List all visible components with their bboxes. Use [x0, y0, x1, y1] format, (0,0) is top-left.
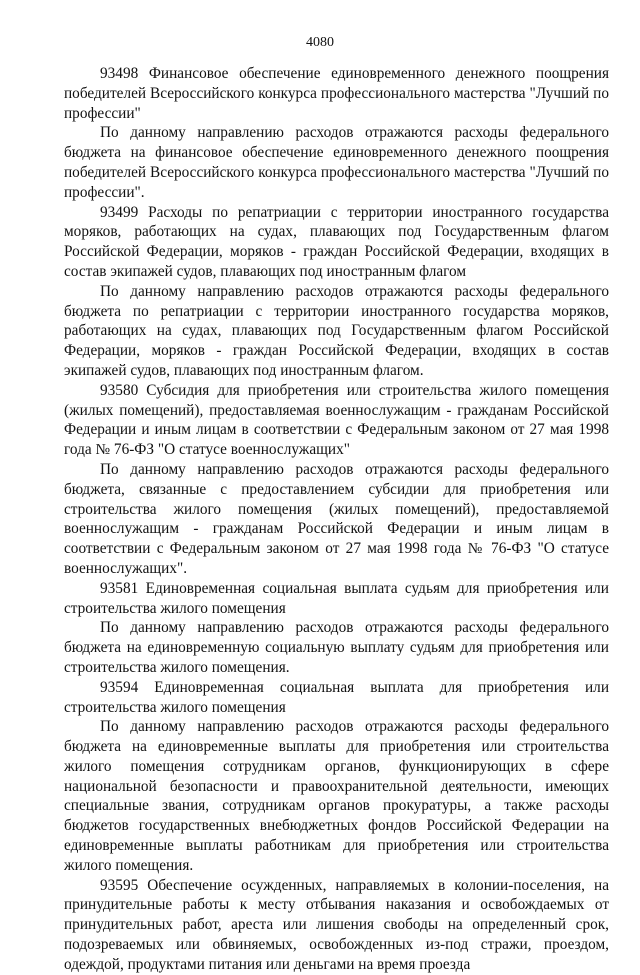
paragraph-93499-description: По данному направлению расходов отражаются расходы федерального бюджета по репатриации с территории иностранного государства моряков, работающих на судах, плавающих под Государственным флагом Российской Федерации, моряков - граждан Российской Федерации, входящих в состав экипажей судов, плавающих под иностранным флагом. [64, 282, 609, 379]
document-body [64, 64, 609, 975]
heading-93580: 93580 Субсидия для приобретения или строительства жилого помещения (жилых помещений), предоставляемая военнослужащим - гражданам Российской Федерации и иным лицам в соответствии с Федеральным законом от 27 мая 1998 года № 76-ФЗ "О статусе военнослужащих" [64, 381, 609, 459]
heading-93595: 93595 Обеспечение осужденных, направляемых в колонии-поселения, на принудительные работы к месту отбывания наказания и освобождаемых от принудительных работ, ареста или лишения свободы на определенный срок, подозреваемых или обвиняемых, освобожденных из-под стражи, проездом, одеждой, продуктами питания или деньгами на время проезда [64, 876, 609, 973]
paragraph-93580-description: По данному направлению расходов отражаются расходы федерального бюджета, связанные с предоставлением субсидии для приобретения или строительства жилого помещения (жилых помещений), предоставляемой военнослужащим - гражданам Российской Федерации и иным лицам в соответствии с Федеральным законом от 27 мая 1998 года № 76-ФЗ "О статусе военнослужащих". [64, 460, 609, 577]
heading-93581: 93581 Единовременная социальная выплата судьям для приобретения или строительства жилого помещения [64, 579, 609, 617]
paragraph-93498-description: По данному направлению расходов отражаются расходы федерального бюджета на финансовое обеспечение единовременного денежного поощрения победителей Всероссийского конкурса профессионального мастерства "Лучший по профессии". [64, 124, 609, 201]
heading-93498: 93498 Финансовое обеспечение единовременного денежного поощрения победителей Всероссийского конкурса профессионального мастерства "Лучший по профессии" [64, 65, 609, 122]
paragraph-93581-description: По данному направлению расходов отражаются расходы федерального бюджета на единовременную социальную выплату судьям для приобретения или строительства жилого помещения. [64, 619, 609, 676]
page-number: 4080 [306, 35, 334, 50]
heading-93499: 93499 Расходы по репатриации с территории иностранного государства моряков, работающих на судах, плавающих под Государственным флагом Российской Федерации, моряков - граждан Российской Федерации, входящих в состав экипажей судов, плавающих под иностранным флагом [64, 203, 609, 280]
heading-93594: 93594 Единовременная социальная выплата для приобретения или строительства жилого помещения [64, 678, 609, 716]
paragraph-93594-description: По данному направлению расходов отражаются расходы федерального бюджета на единовременные выплаты для приобретения или строительства жилого помещения сотрудникам органов, функционирующих в сфере национальной безопасности и правоохранительной деятельности, имеющих специальные звания, сотрудникам органов прокуратуры, а также расходы бюджетов государственных внебюджетных фондов Российской Федерации на единовременные выплаты работникам для приобретения или строительства жилого помещения. [64, 718, 609, 874]
